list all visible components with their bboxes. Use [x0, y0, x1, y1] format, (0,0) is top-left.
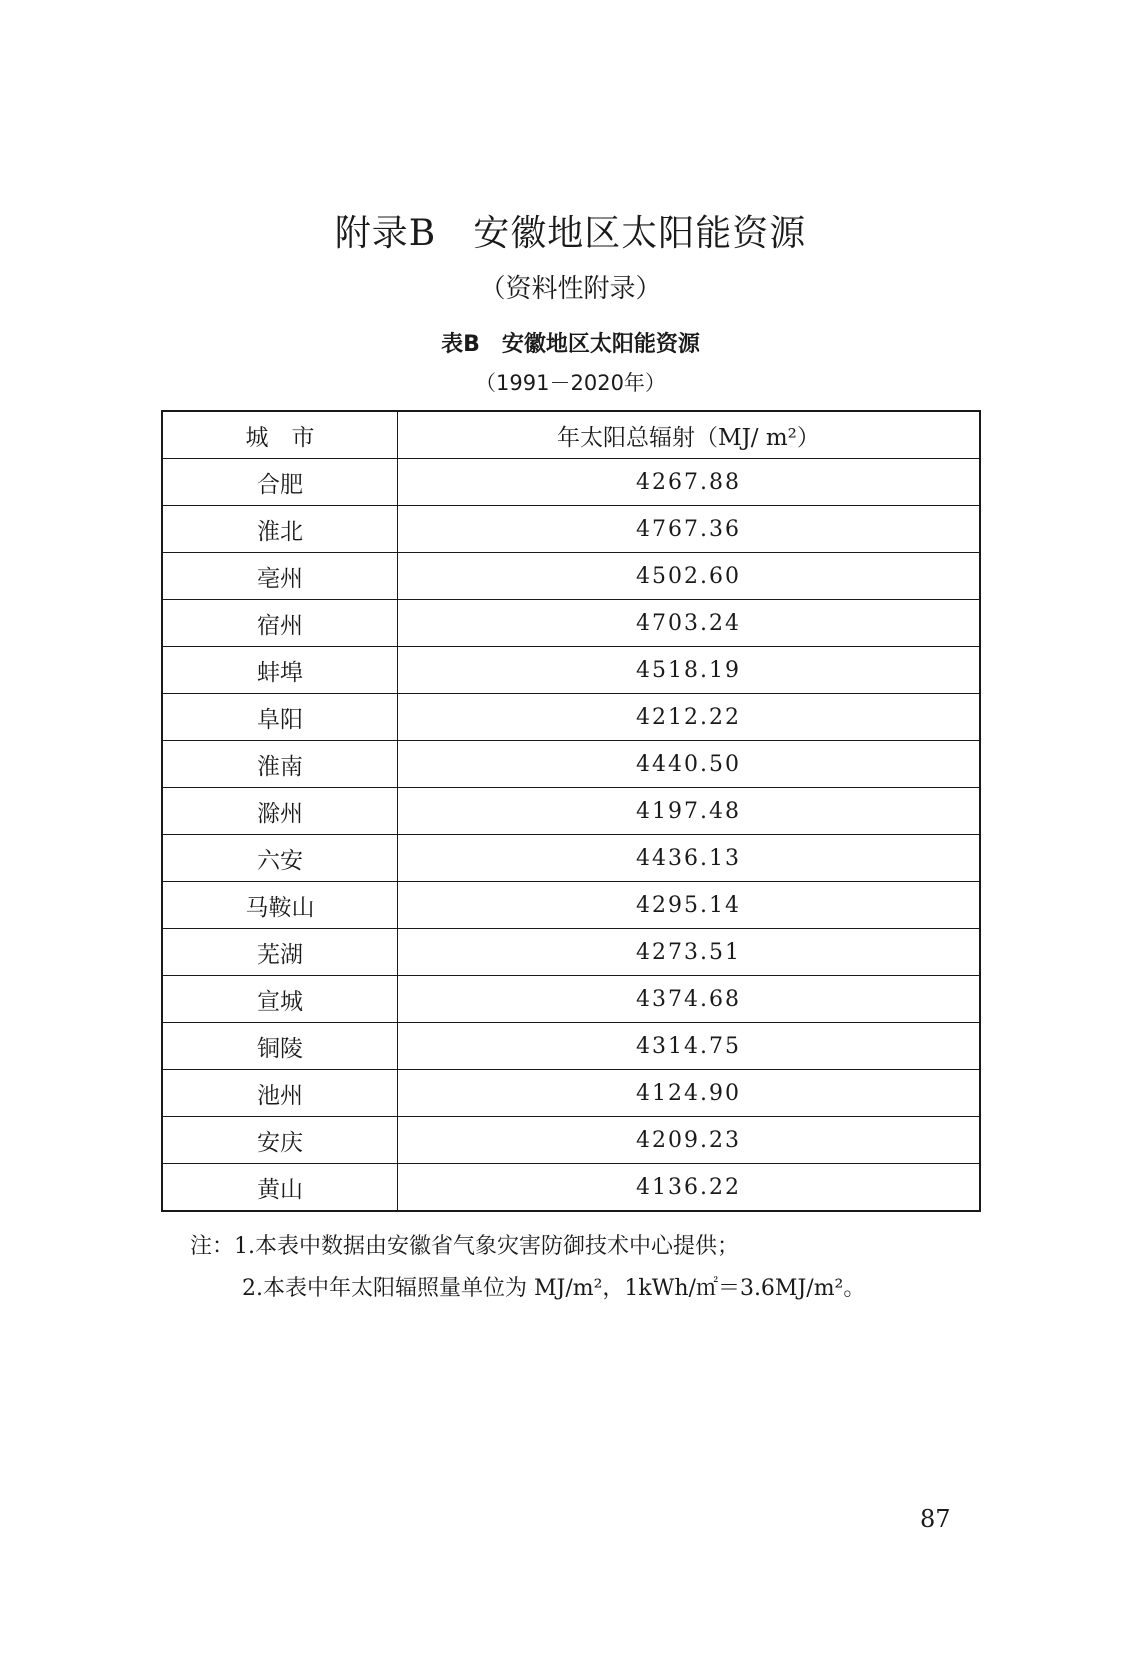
column-header-city: 城 市	[162, 411, 397, 459]
city-cell: 合肥	[162, 459, 397, 506]
radiation-value-cell: 4124.90	[397, 1070, 980, 1117]
table-header-row	[162, 411, 980, 459]
page-number: 87	[920, 1505, 951, 1533]
city-cell: 黄山	[162, 1164, 397, 1212]
table-row	[162, 835, 980, 882]
radiation-value-cell: 4197.48	[397, 788, 980, 835]
table-row	[162, 1117, 980, 1164]
table-row	[162, 459, 980, 506]
table-row	[162, 741, 980, 788]
city-cell: 宿州	[162, 600, 397, 647]
city-cell: 蚌埠	[162, 647, 397, 694]
radiation-value-cell: 4436.13	[397, 835, 980, 882]
note-1: 注：1.本表中数据由安徽省气象灾害防御技术中心提供；	[190, 1234, 739, 1259]
appendix-title: 附录B 安徽地区太阳能资源	[334, 213, 807, 254]
city-cell: 芜湖	[162, 929, 397, 976]
radiation-value-cell: 4314.75	[397, 1023, 980, 1070]
radiation-value-cell: 4518.19	[397, 647, 980, 694]
radiation-value-cell: 4136.22	[397, 1164, 980, 1212]
solar-resource-table	[161, 410, 981, 1212]
city-cell: 马鞍山	[162, 882, 397, 929]
table-row	[162, 976, 980, 1023]
table-row	[162, 506, 980, 553]
city-cell: 淮北	[162, 506, 397, 553]
city-cell: 铜陵	[162, 1023, 397, 1070]
table-row	[162, 1164, 980, 1212]
radiation-value-cell: 4440.50	[397, 741, 980, 788]
table-row	[162, 1023, 980, 1070]
radiation-value-cell: 4295.14	[397, 882, 980, 929]
radiation-value-cell: 4273.51	[397, 929, 980, 976]
appendix-subtitle: （资料性附录）	[479, 274, 662, 304]
city-cell: 滁州	[162, 788, 397, 835]
table-row	[162, 694, 980, 741]
city-cell: 池州	[162, 1070, 397, 1117]
city-cell: 亳州	[162, 553, 397, 600]
table-period: （1991－2020年）	[475, 371, 666, 395]
radiation-value-cell: 4212.22	[397, 694, 980, 741]
table-caption: 表B 安徽地区太阳能资源	[441, 332, 700, 357]
radiation-value-cell: 4703.24	[397, 600, 980, 647]
table-row	[162, 647, 980, 694]
city-cell: 宣城	[162, 976, 397, 1023]
table-row	[162, 553, 980, 600]
radiation-value-cell: 4374.68	[397, 976, 980, 1023]
city-cell: 六安	[162, 835, 397, 882]
note-2: 2.本表中年太阳辐照量单位为 MJ/m²，1kWh/㎡＝3.6MJ/m²。	[242, 1276, 866, 1301]
table-notes	[190, 1226, 990, 1310]
table-row	[162, 788, 980, 835]
city-cell: 安庆	[162, 1117, 397, 1164]
city-cell: 阜阳	[162, 694, 397, 741]
table-row	[162, 929, 980, 976]
city-cell: 淮南	[162, 741, 397, 788]
radiation-value-cell: 4767.36	[397, 506, 980, 553]
table-row	[162, 882, 980, 929]
table-row	[162, 600, 980, 647]
table-row	[162, 1070, 980, 1117]
radiation-value-cell: 4267.88	[397, 459, 980, 506]
radiation-value-cell: 4209.23	[397, 1117, 980, 1164]
radiation-value-cell: 4502.60	[397, 553, 980, 600]
column-header-radiation: 年太阳总辐射（MJ/ m²）	[397, 411, 980, 459]
